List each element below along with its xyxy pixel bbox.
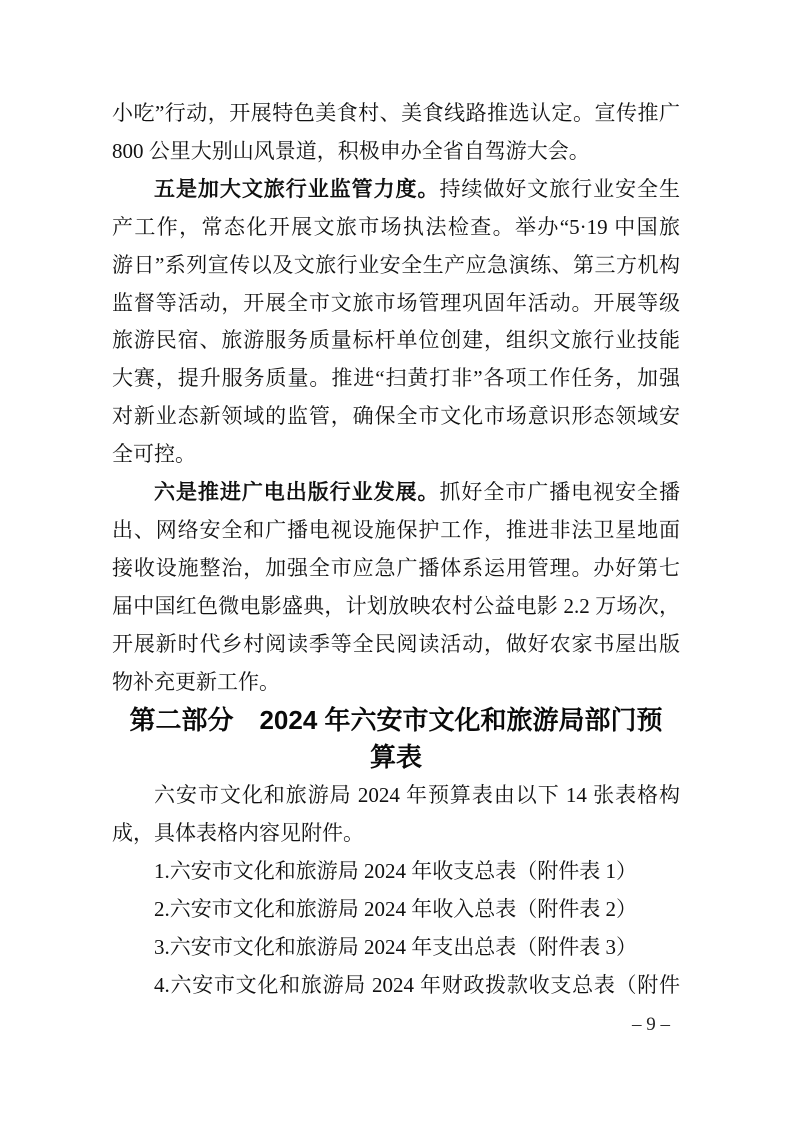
body-line — [112, 550, 680, 588]
page-footer — [0, 1014, 793, 1036]
body-line — [112, 133, 680, 171]
body-line-text: 产工作，常态化开展文旅市场执法检查。举办“5·19 中国旅 — [112, 214, 680, 239]
body-line-text: 监督等活动，开展全市文旅市场管理巩固年活动。开展等级 — [112, 290, 680, 315]
body-line-text: 成，具体表格内容见附件。 — [112, 821, 364, 846]
body-line — [112, 285, 680, 323]
bold-lead-in: 五是加大文旅行业监管力度。 — [154, 176, 440, 201]
body-line — [112, 171, 680, 209]
section-heading — [112, 702, 680, 778]
body-line-text: 游日”系列宣传以及文旅行业安全生产应急演练、第三方机构 — [112, 252, 680, 277]
body-line-text: 物补充更新工作。 — [112, 669, 280, 694]
body-line — [112, 398, 680, 436]
body-line-text: 抓好全市广播电视安全播 — [439, 480, 681, 505]
list-item-line — [112, 967, 680, 1005]
body-line — [112, 360, 680, 398]
body-line — [112, 664, 680, 702]
list-item-line — [112, 891, 680, 929]
body-line-text: 六安市文化和旅游局 2024 年预算表由以下 14 张表格构 — [154, 783, 680, 808]
list-item-line — [112, 853, 680, 891]
body-line — [112, 777, 680, 815]
body-line — [112, 815, 680, 853]
body-line — [112, 588, 680, 626]
body-line-text: 小吃”行动，开展特色美食村、美食线路推选认定。宣传推广 — [112, 101, 680, 125]
body-line — [112, 626, 680, 664]
bold-lead-in: 六是推进广电出版行业发展。 — [154, 480, 440, 505]
body-line — [112, 209, 680, 247]
body-line-text: 1.六安市文化和旅游局 2024 年收支总表（附件表 1） — [154, 859, 637, 884]
body-line — [112, 474, 680, 512]
body-line — [112, 436, 680, 474]
page-number: – 9 – — [632, 1014, 670, 1035]
body-line — [112, 322, 680, 360]
body-line-text: 旅游民宿、旅游服务质量标杆单位创建，组织文旅行业技能 — [112, 328, 680, 353]
body-line-text: 对新业态新领域的监管，确保全市文化市场意识形态领域安 — [112, 404, 680, 429]
body-line-text: 2.六安市文化和旅游局 2024 年收入总表（附件表 2） — [154, 897, 637, 922]
body-line — [112, 95, 680, 133]
section-heading-line-2: 算表 — [369, 742, 422, 773]
body-line-text: 3.六安市文化和旅游局 2024 年支出总表（附件表 3） — [154, 934, 637, 959]
body-line-text: 开展新时代乡村阅读季等全民阅读活动，做好农家书屋出版 — [112, 631, 680, 656]
page-body-text — [112, 95, 680, 1005]
body-line-text: 大赛，提升服务质量。推进“扫黄打非”各项工作任务，加强 — [112, 366, 680, 391]
body-line-text: 出、网络安全和广播电视设施保护工作，推进非法卫星地面 — [112, 517, 680, 542]
list-item-line — [112, 929, 680, 967]
body-line-text: 接收设施整治，加强全市应急广播体系运用管理。办好第七 — [112, 555, 680, 580]
body-line — [112, 247, 680, 285]
body-line-text: 持续做好文旅行业安全生 — [439, 176, 681, 201]
body-line-text: 800 公里大别山风景道，积极申办全省自驾游大会。 — [112, 138, 590, 163]
body-line-text: 届中国红色微电影盛典，计划放映农村公益电影 2.2 万场次， — [112, 593, 680, 618]
body-line-text: 4.六安市文化和旅游局 2024 年财政拨款收支总表（附件 — [154, 972, 680, 997]
body-line — [112, 512, 680, 550]
section-heading-line-1: 第二部分 2024 年六安市文化和旅游局部门预 — [129, 704, 663, 735]
body-line-text: 全可控。 — [112, 442, 196, 467]
